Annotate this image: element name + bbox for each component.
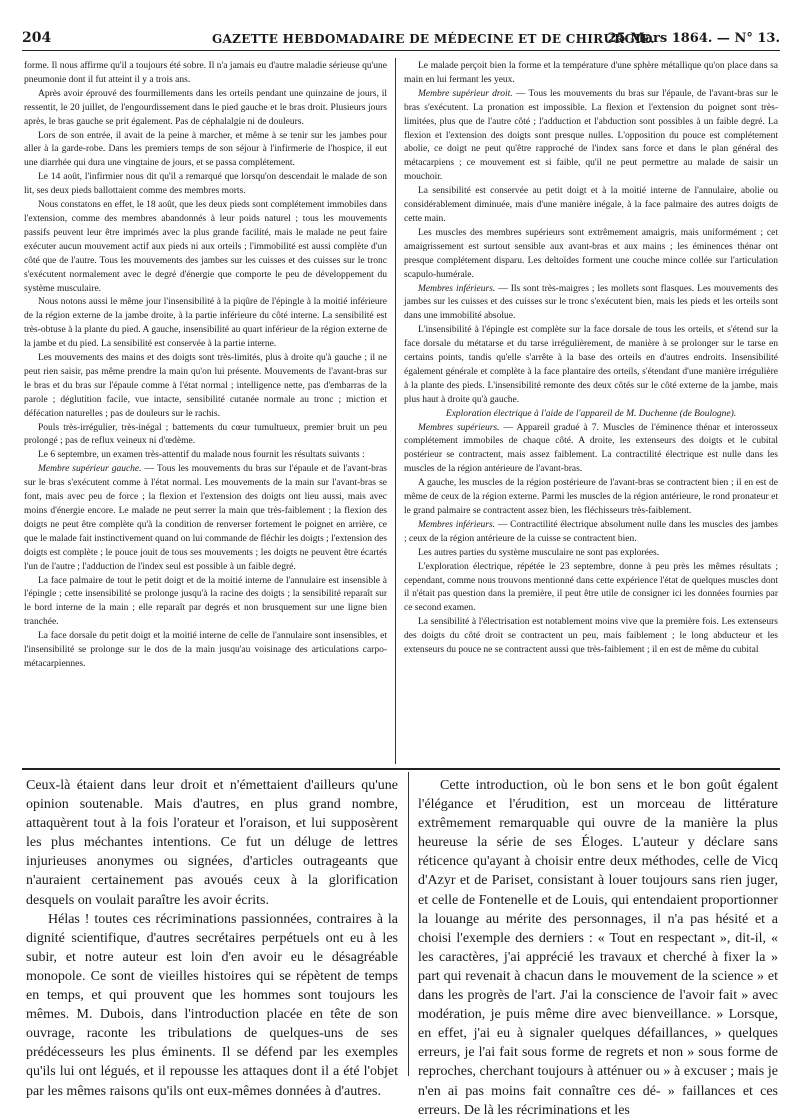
- paragraph-text: Hélas ! toutes ces récriminations passionnées, contraires à la dignité scientifique, d'autres secrétaires perpétuels ont eu à les subir, et notre auteur est loin d'en avoir eu le désagréable monopole. Ce sont de vieilles histoires qui se répètent de temps en temps, et qui prouvent que les hommes sont toujours les mêmes. M. Dubois, dans l'introduction placée en tête de son ouvrage, raconte les tribulations de quelques-uns de ses prédécesseurs les plus éminents. Il se défend par les exemples qu'ils lui ont légués, et il repousse les attaques dont il a été l'objet par les mêmes raisons qu'ils ont eux-mêmes données à d'autres.: [26, 911, 398, 1099]
- paragraph-text: — Ils sont très-maigres ; les mollets sont flasques. Les mouvements des jambes sur les cuisses et des cuisses sur le tronc s'exécutent bien, mais les pieds et les orteils sont dans une immobilité absolue.: [404, 283, 778, 322]
- paragraph-text: Nous notons aussi le même jour l'insensibilité à la piqûre de l'épingle à la moitié inférieure de la région externe de la jambe droite, à la partie inférieure du côté interne. La sensibilité est très-obtuse à la plante du pied. A gauche, insensibilité au quart inférieur de la région externe de la jambe et du pied. La sensibilité est conservée à la partie interne.: [24, 297, 387, 350]
- paragraph-label: Membre supérieur gauche.: [38, 464, 142, 475]
- feuilleton-column-divider: [408, 772, 409, 1076]
- paragraph: [26, 910, 398, 1101]
- paragraph-text: L'exploration électrique, répétée le 23 septembre, donne à peu près les mêmes résultats ; cependant, comme nous trouvons mentionné dans cette expérience l'état de quelques muscles dont il n'était pas question dans la première, il peut être utile de consigner ici les données fournies par ce second examen.: [404, 561, 778, 614]
- feuilleton-left-column: [26, 776, 398, 1099]
- paragraph: [404, 88, 778, 185]
- paragraph: [404, 561, 778, 617]
- paragraph-text: A gauche, les muscles de la région postérieure de l'avant-bras se contractent bien ; il en est de même de ceux de la région externe. Parmi les muscles de la région antérieure, le rond pronateur et le grand palmaire se contractent assez bien, les fléchisseurs très-faiblement.: [404, 478, 778, 516]
- issue-date: 25 Mars 1864. — N° 13.: [607, 31, 780, 46]
- paragraph: [404, 616, 778, 658]
- paragraph-text: Cette introduction, où le bon sens et le bon goût égalent l'élégance et l'érudition, est un morceau de littérature extrêmement remarquable qui ouvre de la manière la plus heureuse la série de ses Éloges. L'auteur y déclare sans réticence qu'ayant à choisir entre deux méthodes, celle de Vicq d'Azyr et de Pariset, consistant à louer toujours sans rien juger, et celle de Fontenelle et de Louis, qui entendaient proportionner la louange au mérite des personnages, il n'a pas hésité et a choisi l'exemple des derniers : « Tout en respectant », dit-il, « les caractères, j'ai apprécié les travaux et cherché à fixer la » part qui revenait à chacun dans le mouvement de la science » et dans les progrès de l'art. J'ai la conscience de l'avoir fait » avec modération, je puis même dire avec bienveillance. » Lorsque, en effet, j'ai eu à signaler quelques défaillances, » quelques erreurs, je l'ai fait sous forme de regrets et non » sous forme de reproches, cherchant toujours à atténuer ou » à excuser ; mais je n'en ai pas moins fait connaître ces dé- » faillances et ces erreurs. De là les récriminations et les: [418, 778, 778, 1118]
- paragraph-text: Le 6 septembre, un examen très-attentif du malade nous fournit les résultats suivants :: [38, 450, 365, 461]
- paragraph-text: Pouls très-irrégulier, très-inégal ; battements du cœur tumultueux, premier bruit un peu prolongé ; pas de reflux veineux ni d'œdème.: [24, 422, 387, 447]
- left-column: [24, 60, 387, 766]
- paragraph: [404, 283, 778, 325]
- paragraph-text: Nous constatons en effet, le 18 août, que les deux pieds sont complétement immobiles dans l'extension, comme des membres abandonnés à leur poids naturel ; tous les mouvements passifs peuvent leur être imprimés avec la plus grande facilité, mais le malade ne peut faire exécuter aucun mouvement actif aux pieds ni aux orteils ; l'immobilité est aussi complète d'un côté que de l'autre. Tous les mouvements des jambes sur les cuisses et des cuisses sur le tronc s'exécutent normalement avec le degré d'énergie que comporte le peu de développement du système musculaire.: [24, 200, 387, 294]
- paragraph-text: — Tous les mouvements du bras sur l'épaule, de l'avant-bras sur le bras s'exécutent. La pronation est impossible. La flexion et l'extension du poignet sont très-limitées, plus que de l'autre côté ; l'adduction et l'abduction sont possibles à un faible degré. La flexion et l'extension des doigts sont presque nulles. L'opposition du pouce est complétement abolie, ce doigt ne peut qu'être rapproché de l'index sans force et dans le plan général des métacarpiens ; ce mouvement est si faible, qu'il ne peut permettre au malade de saisir un mouchoir.: [404, 88, 778, 183]
- paragraph-label: Membre supérieur droit.: [418, 88, 513, 99]
- paragraph-text: La sensibilité à l'électrisation est notablement moins vive que la première fois. Les extenseurs des doigts du côté droit se contractent un peu, mais faiblement ; le long abducteur et les extenseurs du pouce ne se contractent aussi que très-faiblement ; il en est de même du cubital: [404, 617, 778, 656]
- paragraph: [24, 130, 387, 172]
- paragraph: [26, 776, 398, 910]
- paragraph-text: Ceux-là étaient dans leur droit et n'émettaient d'ailleurs qu'une opinion soutenable. Mais d'autres, en plus grand nombre, attaquèrent tout à la fois l'orateur et l'oraison, et lui supposèrent les plus méchantes intentions. Ce fut un déluge de lettres injurieuses anonymes ou signées, d'articles outrageants que n'auraient certainement pas avoués ceux à la glorification desquels on voulait paraître les avoir écrits.: [26, 778, 398, 908]
- paragraph: [404, 422, 778, 478]
- paragraph: [418, 776, 778, 1120]
- paragraph-text: — Contractilité électrique absolument nulle dans les muscles des jambes ; ceux de la région antérieure de la cuisse se contractent bien.: [404, 519, 778, 544]
- paragraph-text: La sensibilité est conservée au petit doigt et à la moitié interne de l'annulaire, abolie ou considérablement diminuée, mais d'une manière inégale, à la face palmaire des autres doigts de cette main.: [404, 186, 778, 224]
- paragraph: [24, 199, 387, 296]
- paragraph: [404, 547, 778, 561]
- paragraph-text: Après avoir éprouvé des fourmillements dans les orteils pendant une quinzaine de jours, il ressentit, le 20 juillet, de l'engourdissement dans le pied gauche et le bras droit. Plusieurs jours après, le bras gauche se prit également. Pas de céphalalgie ni de douleurs.: [24, 88, 387, 127]
- paragraph: [404, 227, 778, 283]
- paragraph: [24, 171, 387, 199]
- feuilleton-rule: [22, 768, 780, 770]
- paragraph-text: — Tous les mouvements du bras sur l'épaule et de l'avant-bras sur le bras s'exécutent comme à l'état normal. Les mouvements de la main sur l'avant-bras se font, mais avec peu de force ; la flexion et l'extension des doigts ont lieu aussi, mais avec moins d'énergie encore. Le malade ne peut serrer la main que très-faiblement ; la flexion des doigts ne peut être complète qu'à la condition de renverser fortement le poignet en arrière, ce que le malade fait instinctivement quand on lui commande de fléchir les doigts ; l'extension des doigts est complète ; le pouce jouit de tous ses mouvements ; les doigts ne peuvent être écartés l'un de l'autre ; l'adduction de l'index seul est possible à un faible degré.: [24, 464, 387, 572]
- paragraph: [404, 519, 778, 547]
- paragraph-text: Le malade perçoit bien la forme et la température d'une sphère métallique qu'on place dans sa main en lui fermant les yeux.: [404, 61, 778, 85]
- paragraph-text: Les muscles des membres supérieurs sont extrêmement amaigris, mais uniformément ; cet amaigrissement est surtout sensible aux avant-bras et aux mains ; les éminences thénar ont presque complétement disparu. Les deltoïdes forment une couche mince collée sur l'articulation scapulo-humérale.: [404, 227, 778, 280]
- column-divider: [395, 58, 396, 764]
- paragraph: [24, 463, 387, 574]
- paragraph-text: Le 14 août, l'infirmier nous dit qu'il a remarqué que lorsqu'on descendait le malade de son lit, ses deux pieds ballottaient comme des membres morts.: [24, 172, 387, 197]
- paragraph-text: Les autres parties du système musculaire ne sont pas explorées.: [418, 547, 660, 558]
- page-header: [22, 28, 780, 51]
- paragraph-text: La face palmaire de tout le petit doigt et de la moitié interne de l'annulaire est insensible à l'épingle ; cette insensibilité se prolonge jusqu'à la racine des doigts ; la sensibilité reparaît sur le bord interne de la main ; elle reparaît par degrés et non brusquement sur une ligne bien tranchée.: [24, 575, 387, 628]
- paragraph-text: La face dorsale du petit doigt et la moitié interne de celle de l'annulaire sont insensibles, et l'insensibilité se prolonge sur le dos de la main jusqu'au voisinage des articulations carpo-métacarpiennes.: [24, 631, 387, 669]
- paragraph-text: L'insensibilité à l'épingle est complète sur la face dorsale de tous les orteils, et s'étend sur la face dorsale du métatarse et du tarse irrégulièrement, de manière à se prolonger sur le tarse en certains points, tandis qu'elle s'arrête à la base des orteils en d'autres endroits. Insensibilité également générale et complète à la face plantaire des orteils, s'étendant d'une manière irrégulière à la plante des pieds. L'insensibilité remonte des deux côtés sur le côté externe de la jambe, mais plus haut à droite qu'à gauche.: [404, 325, 778, 405]
- paragraph-label: Membres supérieurs.: [418, 422, 500, 433]
- paragraph: [24, 575, 387, 631]
- paragraph: [404, 408, 778, 422]
- paragraph-text: Lors de son entrée, il avait de la peine à marcher, et même à se tenir sur les jambes pour aller à la garde-robe. Dans les premiers temps de son séjour à l'infirmerie de l'hospice, il eut une diarrhée qui dura une vingtaine de jours, et se passa complétement.: [24, 130, 387, 169]
- paragraph-text: — Appareil gradué à 7. Muscles de l'éminence thénar et interosseux complétement immobiles de chaque côté. A droite, les extenseurs des doigts et le cubital postérieur se contractent, mais assez faiblement. La contractilité électrique est nulle dans les muscles de la région antérieure de l'avant-bras.: [404, 422, 779, 475]
- paragraph: [404, 324, 778, 407]
- right-column: [404, 60, 778, 766]
- paragraph-label: Membres inférieurs.: [418, 519, 496, 530]
- paragraph: [404, 60, 778, 88]
- paragraph: [24, 449, 387, 463]
- paragraph-label: Membres inférieurs.: [418, 283, 496, 294]
- feuilleton-right-column: [418, 776, 778, 1118]
- paragraph: [24, 352, 387, 422]
- paragraph: [404, 477, 778, 519]
- paragraph: [24, 422, 387, 450]
- paragraph: [24, 296, 387, 352]
- section-heading: Exploration électrique à l'aide de l'appareil de M. Duchenne (de Boulogne).: [445, 408, 737, 419]
- paragraph: [24, 630, 387, 672]
- paragraph-text: Les mouvements des mains et des doigts sont très-limités, plus à droite qu'à gauche ; il ne peut rien saisir, pas même prendre la main qu'on lui présente. Mouvements de l'avant-bras sur le bras et du bras sur l'épaule comme à l'état normal ; intelligence nette, pas d'embarras de la parole ; déglutition facile, vue intacte, sensibilité cutanée normale au tronc ; miction et défécation naturelles ; pas de douleurs sur le rachis.: [24, 353, 387, 419]
- paragraph-text: forme. Il nous affirme qu'il a toujours été sobre. Il n'a jamais eu d'autre maladie sérieuse qu'une pneumonie dont il fut atteint il y a trois ans.: [24, 61, 387, 85]
- paragraph: [24, 60, 387, 88]
- paragraph: [404, 185, 778, 227]
- paragraph: [24, 88, 387, 130]
- journal-title: GAZETTE HEBDOMADAIRE DE MÉDECINE ET DE CHIRURGIE.: [212, 32, 655, 46]
- page-number: 204: [22, 30, 52, 46]
